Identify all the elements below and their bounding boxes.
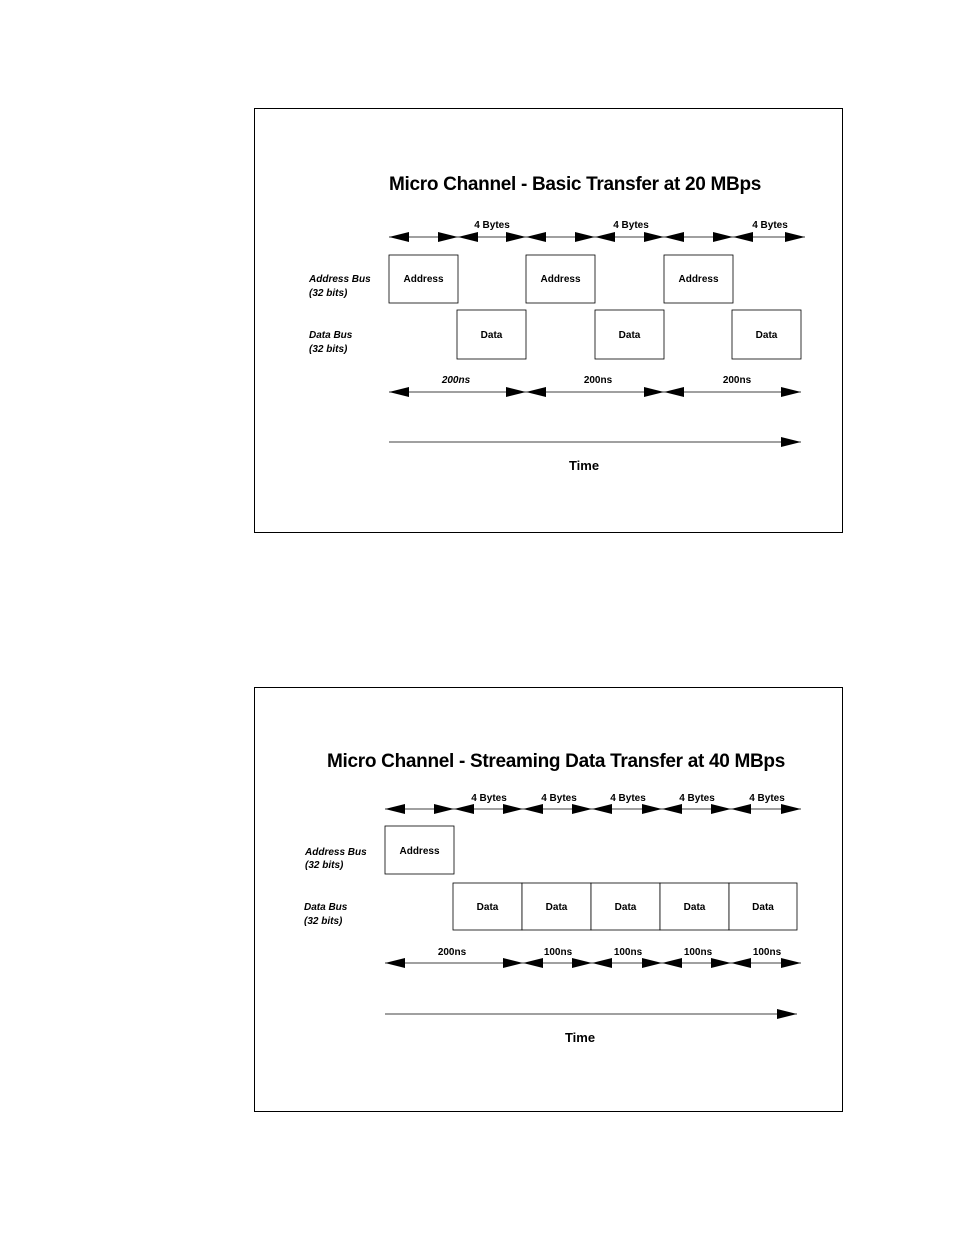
timing-label: 100ns [683, 947, 713, 958]
address-block-label: Address [678, 274, 719, 285]
timing-arrow-row [385, 958, 801, 968]
data-bus-width: (32 bits) [304, 916, 343, 927]
timing-label: 100ns [752, 947, 782, 958]
byte-arrow-row [389, 232, 805, 242]
time-label: Time [564, 1030, 596, 1045]
data-block-label: Data [683, 902, 706, 913]
data-block-label: Data [618, 330, 641, 341]
diagram-basic-transfer [254, 108, 843, 533]
data-bus-width: (32 bits) [309, 344, 348, 355]
byte-label: 4 Bytes [474, 220, 510, 231]
address-bus-width: (32 bits) [309, 288, 348, 299]
address-block-label: Address [399, 846, 440, 857]
timing-label: 200ns [722, 375, 752, 386]
diagram-title: Micro Channel - Streaming Data Transfer at 40 MBps [327, 751, 786, 772]
diagram-title: Micro Channel - Basic Transfer at 20 MBps [389, 174, 762, 195]
byte-label: 4 Bytes [679, 793, 715, 804]
address-bus-label: Address Bus [309, 274, 371, 285]
diagram-streaming-transfer-canvas [255, 688, 842, 1111]
timing-label: 100ns [543, 947, 573, 958]
time-axis-arrow [389, 437, 801, 447]
byte-label: 4 Bytes [541, 793, 577, 804]
data-block-label: Data [480, 330, 503, 341]
byte-label: 4 Bytes [471, 793, 507, 804]
data-bus-label: Data Bus [309, 330, 353, 341]
diagram-streaming-transfer [254, 687, 843, 1112]
time-label: Time [568, 458, 600, 473]
data-block-label: Data [476, 902, 499, 913]
time-axis-arrow [385, 1009, 797, 1019]
byte-label: 4 Bytes [749, 793, 785, 804]
address-block-label: Address [403, 274, 444, 285]
byte-label: 4 Bytes [613, 220, 649, 231]
data-block-label: Data [752, 902, 774, 913]
data-block-label: Data [755, 330, 778, 341]
timing-label: 100ns [613, 947, 643, 958]
address-bus-label: Address Bus [305, 847, 367, 858]
address-block-label: Address [540, 274, 581, 285]
byte-label: 4 Bytes [752, 220, 788, 231]
data-block-label: Data [545, 902, 568, 913]
byte-arrow-row [385, 804, 801, 814]
address-bus-width: (32 bits) [305, 860, 344, 871]
byte-label: 4 Bytes [610, 793, 646, 804]
timing-label: 200ns [437, 947, 467, 958]
timing-label: 200ns [441, 375, 471, 386]
data-bus-label: Data Bus [304, 902, 348, 913]
diagram-basic-transfer-canvas [255, 109, 842, 532]
data-block-label: Data [614, 902, 637, 913]
timing-arrow-row [389, 387, 801, 397]
timing-label: 200ns [583, 375, 613, 386]
